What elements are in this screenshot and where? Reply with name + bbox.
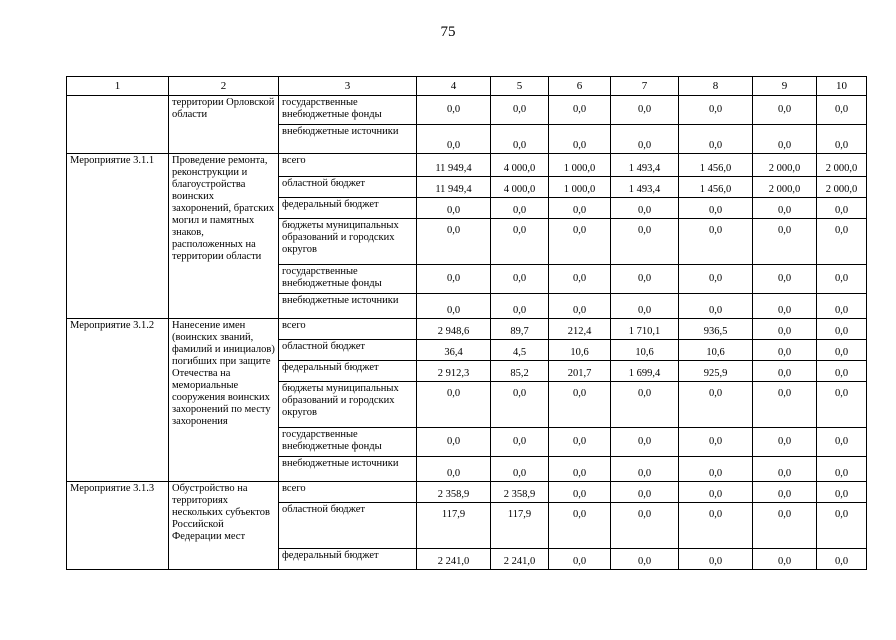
source-cell: внебюджетные источники bbox=[279, 457, 417, 482]
value-cell: 0,0 bbox=[549, 482, 611, 503]
value-cell: 0,0 bbox=[417, 428, 491, 457]
value-cell: 10,6 bbox=[549, 340, 611, 361]
value-cell: 212,4 bbox=[549, 319, 611, 340]
source-cell: внебюджетные источники bbox=[279, 125, 417, 154]
table-row bbox=[67, 154, 867, 177]
source-cell: государственные внебюджетные фонды bbox=[279, 428, 417, 457]
value-cell: 0,0 bbox=[417, 125, 491, 154]
header-cell: 8 bbox=[679, 77, 753, 96]
source-cell: федеральный бюджет bbox=[279, 549, 417, 570]
value-cell: 0,0 bbox=[679, 294, 753, 319]
value-cell: 0,0 bbox=[817, 361, 867, 382]
value-cell: 0,0 bbox=[753, 382, 817, 428]
value-cell: 0,0 bbox=[549, 549, 611, 570]
event-cell: Мероприятие 3.1.1 bbox=[67, 154, 169, 319]
value-cell: 0,0 bbox=[611, 125, 679, 154]
description-cell: Обустройство на территориях нескольких субъектов Российской Федерации мест bbox=[169, 482, 279, 570]
value-cell: 0,0 bbox=[817, 340, 867, 361]
value-cell: 0,0 bbox=[817, 549, 867, 570]
source-cell: федеральный бюджет bbox=[279, 361, 417, 382]
value-cell: 0,0 bbox=[679, 457, 753, 482]
source-cell: государственные внебюджетные фонды bbox=[279, 96, 417, 125]
value-cell: 1 000,0 bbox=[549, 154, 611, 177]
value-cell: 1 456,0 bbox=[679, 154, 753, 177]
source-cell: федеральный бюджет bbox=[279, 198, 417, 219]
value-cell: 0,0 bbox=[817, 198, 867, 219]
value-cell: 0,0 bbox=[753, 265, 817, 294]
value-cell: 117,9 bbox=[417, 503, 491, 549]
value-cell: 0,0 bbox=[491, 457, 549, 482]
source-cell: областной бюджет bbox=[279, 177, 417, 198]
value-cell: 925,9 bbox=[679, 361, 753, 382]
value-cell: 10,6 bbox=[679, 340, 753, 361]
source-cell: бюджеты муниципальных образований и городских округов bbox=[279, 382, 417, 428]
value-cell: 0,0 bbox=[753, 503, 817, 549]
budget-table bbox=[66, 76, 867, 570]
value-cell: 0,0 bbox=[611, 503, 679, 549]
description-cell: территории Орловской области bbox=[169, 96, 279, 154]
value-cell: 0,0 bbox=[679, 382, 753, 428]
value-cell: 2 358,9 bbox=[491, 482, 549, 503]
source-cell: всего bbox=[279, 319, 417, 340]
value-cell: 0,0 bbox=[417, 457, 491, 482]
value-cell: 0,0 bbox=[679, 503, 753, 549]
value-cell: 0,0 bbox=[753, 340, 817, 361]
value-cell: 0,0 bbox=[679, 219, 753, 265]
value-cell: 0,0 bbox=[611, 482, 679, 503]
value-cell: 0,0 bbox=[753, 361, 817, 382]
header-cell: 5 bbox=[491, 77, 549, 96]
value-cell: 0,0 bbox=[417, 198, 491, 219]
value-cell: 0,0 bbox=[417, 265, 491, 294]
value-cell: 0,0 bbox=[491, 382, 549, 428]
value-cell: 0,0 bbox=[679, 265, 753, 294]
value-cell: 0,0 bbox=[817, 125, 867, 154]
header-cell: 6 bbox=[549, 77, 611, 96]
value-cell: 0,0 bbox=[817, 319, 867, 340]
header-cell: 7 bbox=[611, 77, 679, 96]
value-cell: 0,0 bbox=[753, 96, 817, 125]
value-cell: 0,0 bbox=[417, 294, 491, 319]
value-cell: 0,0 bbox=[549, 125, 611, 154]
value-cell: 2 948,6 bbox=[417, 319, 491, 340]
value-cell: 0,0 bbox=[817, 457, 867, 482]
value-cell: 89,7 bbox=[491, 319, 549, 340]
value-cell: 0,0 bbox=[817, 482, 867, 503]
source-cell: областной бюджет bbox=[279, 340, 417, 361]
value-cell: 0,0 bbox=[753, 125, 817, 154]
value-cell: 4,5 bbox=[491, 340, 549, 361]
table-row bbox=[67, 482, 867, 503]
value-cell: 0,0 bbox=[817, 219, 867, 265]
value-cell: 0,0 bbox=[549, 382, 611, 428]
description-cell: Нанесение имен (воинских званий, фамилий и инициалов) погибших при защите Отечества на мемориальные сооружения воинских захоронений по месту захоронения bbox=[169, 319, 279, 482]
value-cell: 85,2 bbox=[491, 361, 549, 382]
event-cell: Мероприятие 3.1.3 bbox=[67, 482, 169, 570]
header-cell: 4 bbox=[417, 77, 491, 96]
page-number: 75 bbox=[440, 24, 456, 40]
value-cell: 0,0 bbox=[679, 198, 753, 219]
value-cell: 0,0 bbox=[753, 219, 817, 265]
value-cell: 0,0 bbox=[491, 294, 549, 319]
value-cell: 2 358,9 bbox=[417, 482, 491, 503]
source-cell: внебюджетные источники bbox=[279, 294, 417, 319]
value-cell: 0,0 bbox=[817, 428, 867, 457]
value-cell: 117,9 bbox=[491, 503, 549, 549]
value-cell: 0,0 bbox=[549, 219, 611, 265]
value-cell: 0,0 bbox=[679, 125, 753, 154]
value-cell: 1 699,4 bbox=[611, 361, 679, 382]
value-cell: 0,0 bbox=[549, 428, 611, 457]
value-cell: 11 949,4 bbox=[417, 154, 491, 177]
value-cell: 0,0 bbox=[679, 549, 753, 570]
event-cell: Мероприятие 3.1.2 bbox=[67, 319, 169, 482]
value-cell: 0,0 bbox=[679, 428, 753, 457]
value-cell: 0,0 bbox=[611, 96, 679, 125]
value-cell: 0,0 bbox=[611, 382, 679, 428]
value-cell: 0,0 bbox=[549, 198, 611, 219]
value-cell: 0,0 bbox=[753, 457, 817, 482]
value-cell: 2 241,0 bbox=[491, 549, 549, 570]
source-cell: всего bbox=[279, 482, 417, 503]
value-cell: 0,0 bbox=[491, 96, 549, 125]
value-cell: 0,0 bbox=[549, 294, 611, 319]
value-cell: 2 912,3 bbox=[417, 361, 491, 382]
source-cell: бюджеты муниципальных образований и городских округов bbox=[279, 219, 417, 265]
value-cell: 0,0 bbox=[549, 457, 611, 482]
value-cell: 1 710,1 bbox=[611, 319, 679, 340]
value-cell: 0,0 bbox=[679, 96, 753, 125]
header-cell: 10 bbox=[817, 77, 867, 96]
value-cell: 0,0 bbox=[753, 294, 817, 319]
value-cell: 1 456,0 bbox=[679, 177, 753, 198]
value-cell: 0,0 bbox=[491, 125, 549, 154]
value-cell: 36,4 bbox=[417, 340, 491, 361]
value-cell: 1 493,4 bbox=[611, 177, 679, 198]
value-cell: 0,0 bbox=[679, 482, 753, 503]
event-cell bbox=[67, 96, 169, 154]
value-cell: 0,0 bbox=[549, 96, 611, 125]
value-cell: 11 949,4 bbox=[417, 177, 491, 198]
value-cell: 201,7 bbox=[549, 361, 611, 382]
value-cell: 0,0 bbox=[611, 549, 679, 570]
value-cell: 0,0 bbox=[491, 428, 549, 457]
value-cell: 1 493,4 bbox=[611, 154, 679, 177]
value-cell: 0,0 bbox=[611, 265, 679, 294]
value-cell: 0,0 bbox=[417, 96, 491, 125]
value-cell: 0,0 bbox=[817, 382, 867, 428]
value-cell: 936,5 bbox=[679, 319, 753, 340]
value-cell: 0,0 bbox=[753, 549, 817, 570]
value-cell: 0,0 bbox=[611, 428, 679, 457]
header-cell: 1 bbox=[67, 77, 169, 96]
header-cell: 2 bbox=[169, 77, 279, 96]
source-cell: всего bbox=[279, 154, 417, 177]
value-cell: 0,0 bbox=[549, 265, 611, 294]
value-cell: 4 000,0 bbox=[491, 154, 549, 177]
value-cell: 2 000,0 bbox=[753, 177, 817, 198]
value-cell: 0,0 bbox=[753, 198, 817, 219]
value-cell: 0,0 bbox=[611, 219, 679, 265]
value-cell: 0,0 bbox=[817, 265, 867, 294]
value-cell: 0,0 bbox=[491, 265, 549, 294]
value-cell: 0,0 bbox=[817, 503, 867, 549]
value-cell: 2 000,0 bbox=[753, 154, 817, 177]
description-cell: Проведение ремонта, реконструкции и благоустройства воинских захоронений, братских могил и памятных знаков, расположенных на территории области bbox=[169, 154, 279, 319]
value-cell: 2 000,0 bbox=[817, 154, 867, 177]
value-cell: 0,0 bbox=[817, 294, 867, 319]
value-cell: 0,0 bbox=[753, 319, 817, 340]
value-cell: 0,0 bbox=[611, 457, 679, 482]
value-cell: 0,0 bbox=[611, 198, 679, 219]
value-cell: 0,0 bbox=[491, 198, 549, 219]
source-cell: государственные внебюджетные фонды bbox=[279, 265, 417, 294]
value-cell: 0,0 bbox=[417, 219, 491, 265]
value-cell: 2 000,0 bbox=[817, 177, 867, 198]
value-cell: 1 000,0 bbox=[549, 177, 611, 198]
value-cell: 0,0 bbox=[549, 503, 611, 549]
value-cell: 0,0 bbox=[417, 382, 491, 428]
value-cell: 0,0 bbox=[611, 294, 679, 319]
table-row bbox=[67, 96, 867, 125]
value-cell: 4 000,0 bbox=[491, 177, 549, 198]
value-cell: 2 241,0 bbox=[417, 549, 491, 570]
value-cell: 0,0 bbox=[753, 428, 817, 457]
source-cell: областной бюджет bbox=[279, 503, 417, 549]
header-cell: 9 bbox=[753, 77, 817, 96]
value-cell: 10,6 bbox=[611, 340, 679, 361]
header-row bbox=[67, 77, 867, 96]
header-cell: 3 bbox=[279, 77, 417, 96]
table-row bbox=[67, 319, 867, 340]
value-cell: 0,0 bbox=[491, 219, 549, 265]
value-cell: 0,0 bbox=[753, 482, 817, 503]
value-cell: 0,0 bbox=[817, 96, 867, 125]
